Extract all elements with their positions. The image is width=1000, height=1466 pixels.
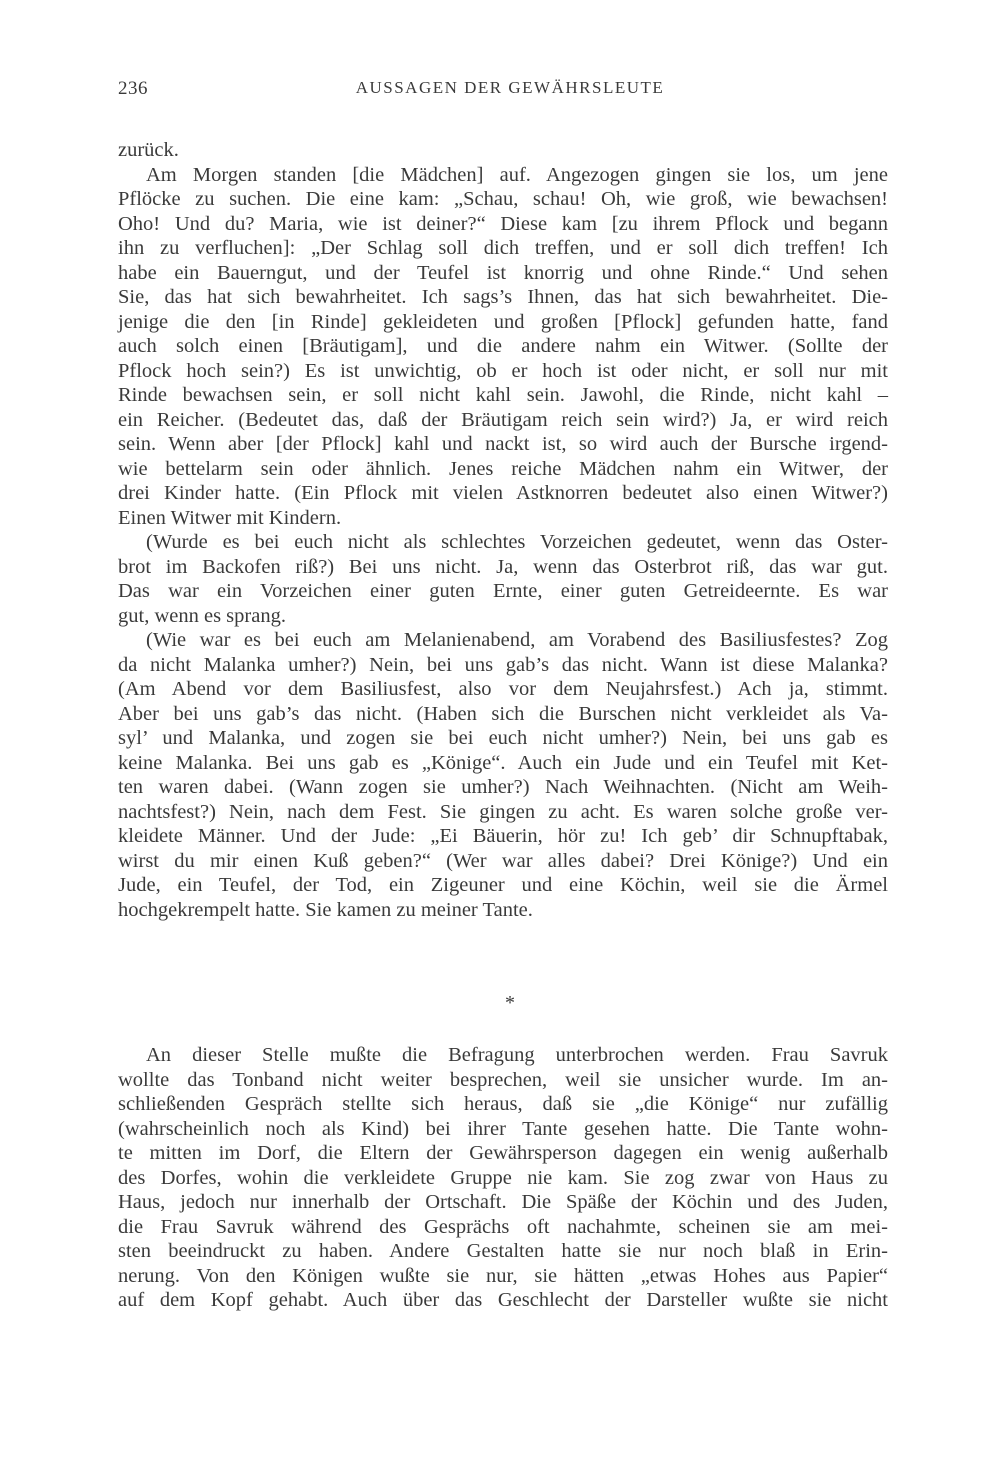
text-line: des Dorfes, wohin die verkleidete Gruppe nie kam. Sie zog zwar von Haus zu: [118, 1166, 888, 1189]
text-line: (Wurde es bei euch nicht als schlechtes Vorzeichen gedeutet, wenn das Oster-: [146, 531, 888, 553]
text-line: sten beeindruckt zu haben. Andere Gestalten hatte sie nur noch blaß in Erin-: [118, 1240, 888, 1262]
text-line: wie bettelarm sein oder ähnlich. Jenes reiche Mädchen nahm ein Witwer, der: [118, 457, 888, 480]
text-line: Pflock hoch sein?) Es ist unwichtig, ob er hoch ist oder nicht, er soll nur mit: [118, 359, 888, 382]
text-line: Einen Witwer mit Kindern.: [118, 506, 342, 529]
text-line: wollte das Tonband nicht weiter besprechen, weil sie unsicher wurde. Im an-: [118, 1068, 888, 1091]
page-number: 236: [118, 78, 148, 99]
text-line: hochgekrempelt hatte. Sie kamen zu meiner Tante.: [118, 898, 533, 921]
text-line: (wahrscheinlich noch als Kind) bei ihrer Tante gesehen hatte. Die Tante wohn-: [118, 1117, 888, 1140]
text-line: auf dem Kopf gehabt. Auch über das Geschlecht der Darsteller wußte sie nicht: [118, 1289, 888, 1311]
text-line: kleidete Männer. Und der Jude: „Ei Bäuerin, hör zu! Ich geb’ dir Schnupftabak,: [118, 825, 888, 847]
text-line: jenige die den [in Rinde] gekleideten und großen [Pflock] gefunden hatte, fand: [118, 310, 888, 333]
text-line: sein. Wenn aber [der Pflock] kahl und nackt ist, so wird auch der Bursche irgend-: [118, 433, 888, 455]
body-text-section-2: [118, 1043, 888, 1313]
text-line: brot im Backofen riß?) Bei uns nicht. Ja, wenn das Osterbrot riß, das war gut.: [118, 555, 888, 578]
text-line: auch solch einen [Bräutigam], und die andere nahm ein Witwer. (Sollte der: [118, 335, 888, 357]
text-line: Pflöcke zu suchen. Die eine kam: „Schau, schau! Oh, wie groß, wie bewachsen!: [118, 188, 888, 210]
text-line: Jude, ein Teufel, der Tod, ein Zigeuner und eine Köchin, weil sie die Ärmel: [118, 874, 888, 896]
text-line: ein Reicher. (Bedeutet das, daß der Bräutigam reich sein wird?) Ja, er wird reich: [118, 408, 888, 431]
text-line: drei Kinder hatte. (Ein Pflock mit vielen Astknorren bedeutet also einen Witwer?): [118, 482, 888, 504]
text-line: Rinde bewachsen sein, er soll nicht kahl sein. Jawohl, die Rinde, nicht kahl –: [118, 384, 888, 406]
text-line: ihn zu verfluchen]: „Der Schlag soll dich treffen, und er soll dich treffen! Ich: [118, 237, 888, 259]
text-line: An dieser Stelle mußte die Befragung unterbrochen werden. Frau Savruk: [146, 1044, 888, 1066]
text-line: (Wie war es bei euch am Melanienabend, am Vorabend des Basiliusfestes? Zog: [146, 629, 888, 651]
text-line: gut, wenn es sprang.: [118, 604, 286, 627]
text-line: Am Morgen standen [die Mädchen] auf. Angezogen gingen sie los, um jene: [146, 163, 888, 186]
text-line: syl’ und Malanka, und zogen sie bei euch nicht umher?) Nein, bei uns gab es: [118, 727, 888, 749]
running-head: AUSSAGEN DER GEWÄHRSLEUTE: [355, 78, 665, 97]
text-line: keine Malanka. Bei uns gab es „Könige“. Auch ein Jude und ein Teufel mit Ket-: [118, 751, 888, 774]
text-line: nerung. Von den Königen wußte sie nur, sie hätten „etwas Hohes aus Papier“: [118, 1264, 888, 1287]
section-separator: *: [505, 992, 515, 1014]
text-line: die Frau Savruk während des Gesprächs oft nachahmte, scheinen sie am mei-: [118, 1215, 888, 1238]
text-line: da nicht Malanka umher?) Nein, bei uns gab’s das nicht. Wann ist diese Malanka?: [118, 653, 888, 676]
text-line: Oho! Und du? Maria, wie ist deiner?“ Diese kam [zu ihrem Pflock und begann: [118, 212, 888, 235]
text-line: ten waren dabei. (Wann zogen sie umher?) Nach Weihnachten. (Nicht am Weih-: [118, 776, 888, 798]
text-line: wirst du mir einen Kuß geben?“ (Wer war alles dabei? Drei Könige?) Und ein: [118, 849, 888, 872]
text-line: zurück.: [118, 139, 179, 161]
text-line: Das war ein Vorzeichen einer guten Ernte, einer guten Getreideernte. Es war: [118, 580, 888, 602]
text-line: nachtsfest?) Nein, nach dem Fest. Sie gingen zu acht. Es waren solche große ver-: [118, 800, 888, 823]
text-line: habe ein Bauerngut, und der Teufel ist knorrig und ohne Rinde.“ Und sehen: [118, 261, 888, 284]
text-line: Haus, jedoch nur innerhalb der Ortschaft. Die Späße der Köchin und des Juden,: [118, 1191, 888, 1213]
text-line: (Am Abend vor dem Basiliusfest, also vor dem Neujahrsfest.) Ach ja, stimmt.: [118, 678, 888, 700]
text-line: schließenden Gespräch stellte sich heraus, daß sie „die Könige“ nur zufällig: [118, 1093, 888, 1115]
text-line: Sie, das hat sich bewahrheitet. Ich sags’s Ihnen, das hat sich bewahrheitet. Die-: [118, 286, 888, 308]
text-line: Aber bei uns gab’s das nicht. (Haben sich die Burschen nicht verkleidet als Va-: [118, 702, 888, 725]
body-text-section-1: [118, 138, 888, 922]
text-line: te mitten im Dorf, die Eltern der Gewährsperson dagegen ein wenig außerhalb: [118, 1142, 888, 1164]
